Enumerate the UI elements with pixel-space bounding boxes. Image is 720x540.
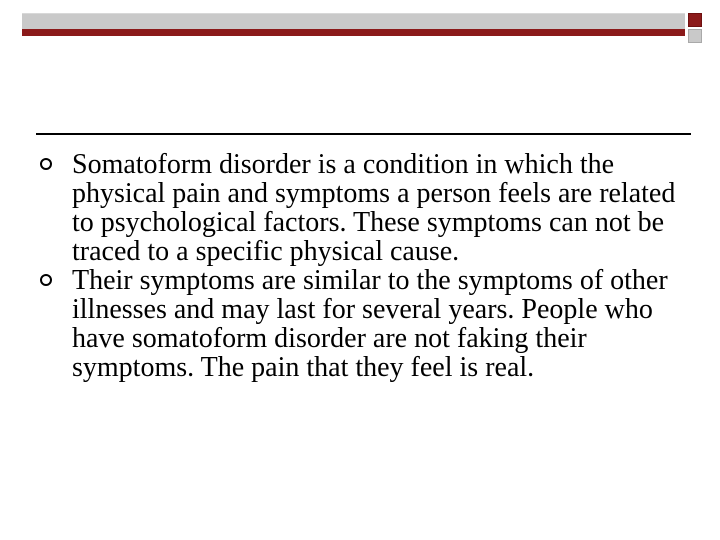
bullet-item [36, 266, 676, 382]
bullet-list [36, 150, 676, 382]
bullet-text: Somatoform disorder is a condition in which the physical pain and symptoms a person feels are related to psychological factors. These symptoms can not be traced to a specific physical cause. [72, 149, 676, 267]
bullet-text: Their symptoms are similar to the symptoms of other illnesses and may last for several years. People who have somatoform disorder are not faking their symptoms. The pain that they feel is real. [72, 265, 668, 383]
corner-accent-square [688, 13, 702, 27]
bullet-item [36, 150, 676, 266]
title-divider [36, 133, 691, 135]
corner-grey-square [688, 29, 702, 43]
hollow-circle-bullet-icon [40, 274, 52, 286]
header-accent-rule [22, 29, 685, 36]
header-decor-band [22, 13, 685, 29]
hollow-circle-bullet-icon [40, 158, 52, 170]
